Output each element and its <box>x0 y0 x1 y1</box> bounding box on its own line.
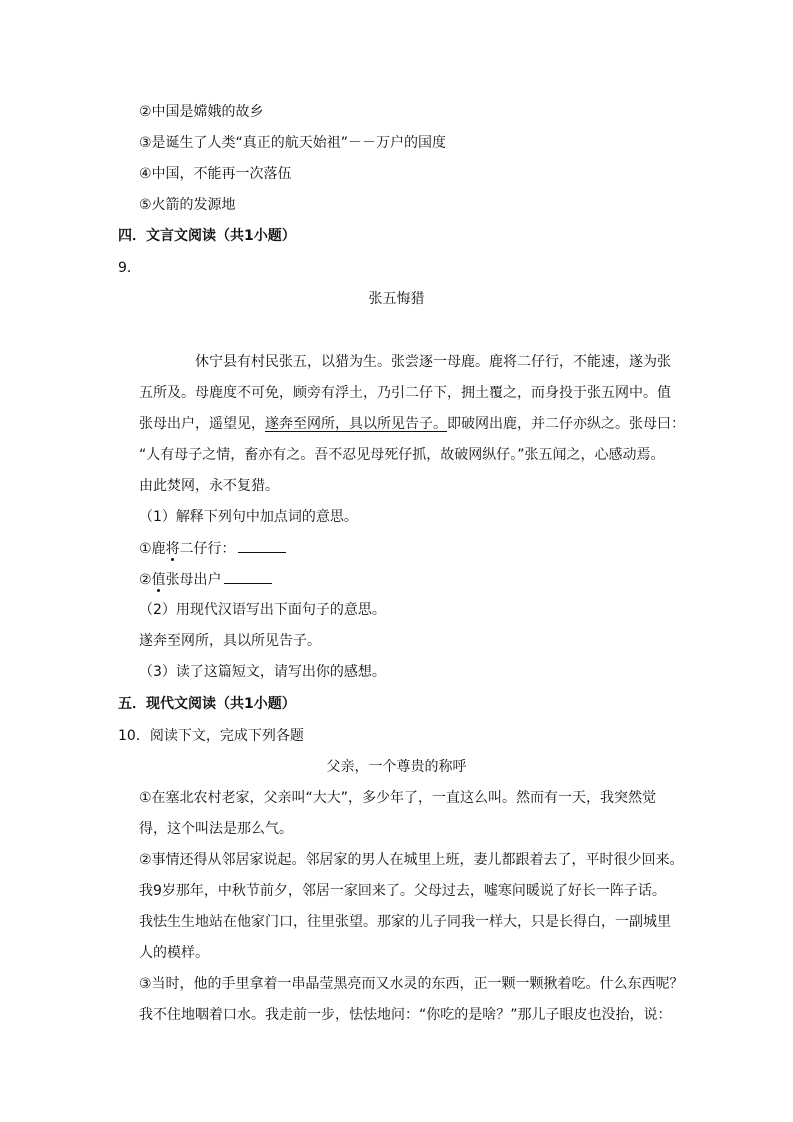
answer-blank[interactable] <box>238 538 286 553</box>
passage-line: ③当时，他的手里拿着一串晶莹黑亮而又水灵的东西，正一颗一颗揪着吃。什么东西呢？ <box>139 976 684 992</box>
sub-question-item <box>139 569 272 590</box>
sub-question-item <box>139 538 286 559</box>
question-number: 9． <box>118 260 141 276</box>
underlined-sentence: 遂奔至网所，具以所见告子。 <box>265 416 447 432</box>
dotted-word: 值 <box>151 572 166 588</box>
passage-line: ①在塞北农村老家，父亲叫“大大”，多少年了，一直这么叫。然而有一天，我突然觉 <box>139 790 657 806</box>
list-item: ③是诞生了人类“真正的航天始祖”－－万户的国度 <box>139 135 447 151</box>
passage-line: 我怯生生地站在他家门口，往里张望。那家的儿子同我一样大，只是长得白，一副城里 <box>139 914 671 930</box>
passage-line <box>139 414 685 434</box>
answer-blank[interactable] <box>224 569 272 584</box>
passage-line: 我9岁那年，中秋节前夕，邻居一家回来了。父母过去，嘘寒问暖说了好长一阵子话。 <box>139 883 666 899</box>
sub-question: （2）用现代汉语写出下面句子的意思。 <box>139 602 386 618</box>
sub-question-sentence: 遂奔至网所，具以所见告子。 <box>139 633 321 649</box>
passage-line: “人有母子之情，畜亦有之。吾不忍见母死仔抓，故破网纵仔。”张五闻之，心感动焉。 <box>139 447 665 463</box>
passage-text: 即破网出鹿，并二仔亦纵之。张母曰： <box>447 416 685 432</box>
passage-line: 五所及。母鹿度不可免，顾旁有浮土，乃引二仔下，拥土覆之，而身投于张五网中。值 <box>139 385 671 401</box>
passage-title: 张五悔猎 <box>368 291 425 307</box>
list-item: ⑤火箭的发源地 <box>139 197 236 213</box>
passage-line: 得，这个叫法是那么气。 <box>139 821 293 837</box>
passage-line: 休宁县有村民张五，以猎为生。张尝逐一母鹿。鹿将二仔行，不能速，遂为张 <box>195 354 671 370</box>
passage-line: 由此焚网，永不复猎。 <box>139 478 279 494</box>
dotted-word: 将 <box>165 541 180 557</box>
section-heading-modern: 五．现代文阅读（共1小题） <box>118 696 296 712</box>
item-text: 二仔行： <box>179 541 236 557</box>
sub-question: （1）解释下列句中加点词的意思。 <box>139 509 358 525</box>
list-item: ②中国是嫦娥的故乡 <box>139 104 264 120</box>
list-item: ④中国，不能再一次落伍 <box>139 166 292 182</box>
sub-question: （3）读了这篇短文，请写出你的感想。 <box>139 664 386 680</box>
passage-line: ②事情还得从邻居家说起。邻居家的男人在城里上班，妻儿都跟着去了，平时很少回来。 <box>139 852 684 868</box>
passage-text: 张母出户，遥望见， <box>139 416 265 432</box>
item-text: 张母出户 <box>165 572 222 588</box>
section-heading-classical: 四．文言文阅读（共1小题） <box>118 228 296 244</box>
item-text: ①鹿 <box>139 541 166 557</box>
item-text: ② <box>139 572 152 588</box>
passage-title: 父亲，一个尊贵的称呼 <box>326 759 467 775</box>
passage-line: 人的模样。 <box>139 945 209 961</box>
passage-line: 我不住地咽着口水。我走前一步，怯怯地问：“你吃的是啥？”那儿子眼皮也没抬，说： <box>139 1007 672 1023</box>
question-instruction: 10．阅读下文，完成下列各题 <box>118 728 304 744</box>
